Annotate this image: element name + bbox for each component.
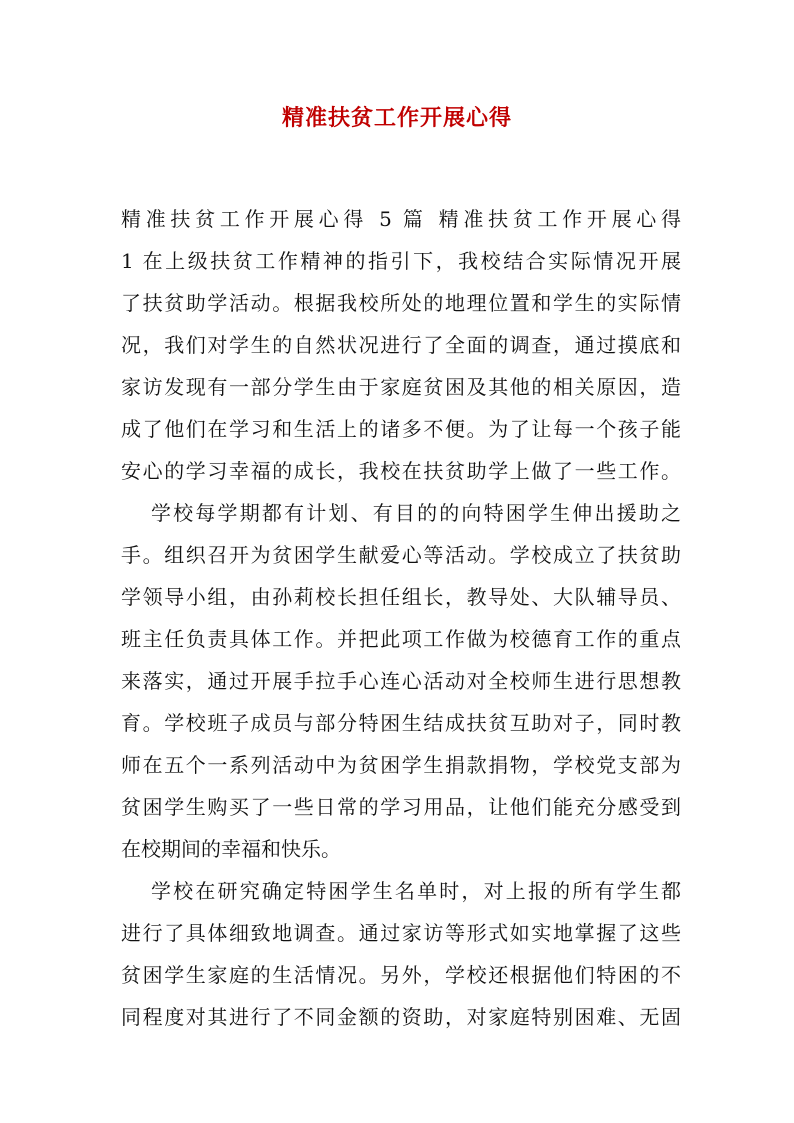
text-line: 育。学校班子成员与部分特困生结成扶贫互助对子，同时教 (121, 711, 681, 735)
text-line: 家访发现有一部分学生由于家庭贫困及其他的相关原因，造 (121, 375, 681, 399)
text-line: 来落实，通过开展手拉手心连心活动对全校师生进行思想教 (121, 669, 681, 693)
text-line: 贫困学生家庭的生活情况。另外，学校还根据他们特困的不 (121, 963, 681, 987)
text-line: 师在五个一系列活动中为贫困学生捐款捐物，学校党支部为 (121, 753, 681, 777)
text-line: 况，我们对学生的自然状况进行了全面的调查，通过摸底和 (121, 333, 681, 357)
text-line: 学领导小组，由孙莉校长担任组长，教导处、大队辅导员、 (121, 585, 681, 609)
text-line: 成了他们在学习和生活上的诸多不便。为了让每一个孩子能 (121, 417, 681, 441)
text-line: 1 在上级扶贫工作精神的指引下，我校结合实际情况开展 (121, 249, 681, 273)
document-body (121, 198, 681, 1038)
text-line: 贫困学生购买了一些日常的学习用品，让他们能充分感受到 (121, 795, 681, 819)
text-line: 在校期间的幸福和快乐。 (121, 837, 341, 861)
text-line: 学校在研究确定特困学生名单时，对上报的所有学生都 (151, 879, 681, 903)
text-line: 精准扶贫工作开展心得 5 篇 精准扶贫工作开展心得 (121, 207, 681, 231)
text-line: 手。组织召开为贫困学生献爱心等活动。学校成立了扶贫助 (121, 543, 681, 567)
text-line: 学校每学期都有计划、有目的的向特困学生伸出援助之 (151, 501, 681, 525)
text-line: 班主任负责具体工作。并把此项工作做为校德育工作的重点 (121, 627, 681, 651)
text-line: 同程度对其进行了不同金额的资助，对家庭特别困难、无固 (121, 1005, 681, 1029)
text-line: 了扶贫助学活动。根据我校所处的地理位置和学生的实际情 (121, 291, 681, 315)
text-line: 安心的学习幸福的成长，我校在扶贫助学上做了一些工作。 (121, 459, 681, 483)
text-line: 进行了具体细致地调查。通过家访等形式如实地掌握了这些 (121, 921, 681, 945)
document-title: 精准扶贫工作开展心得 (281, 105, 512, 131)
